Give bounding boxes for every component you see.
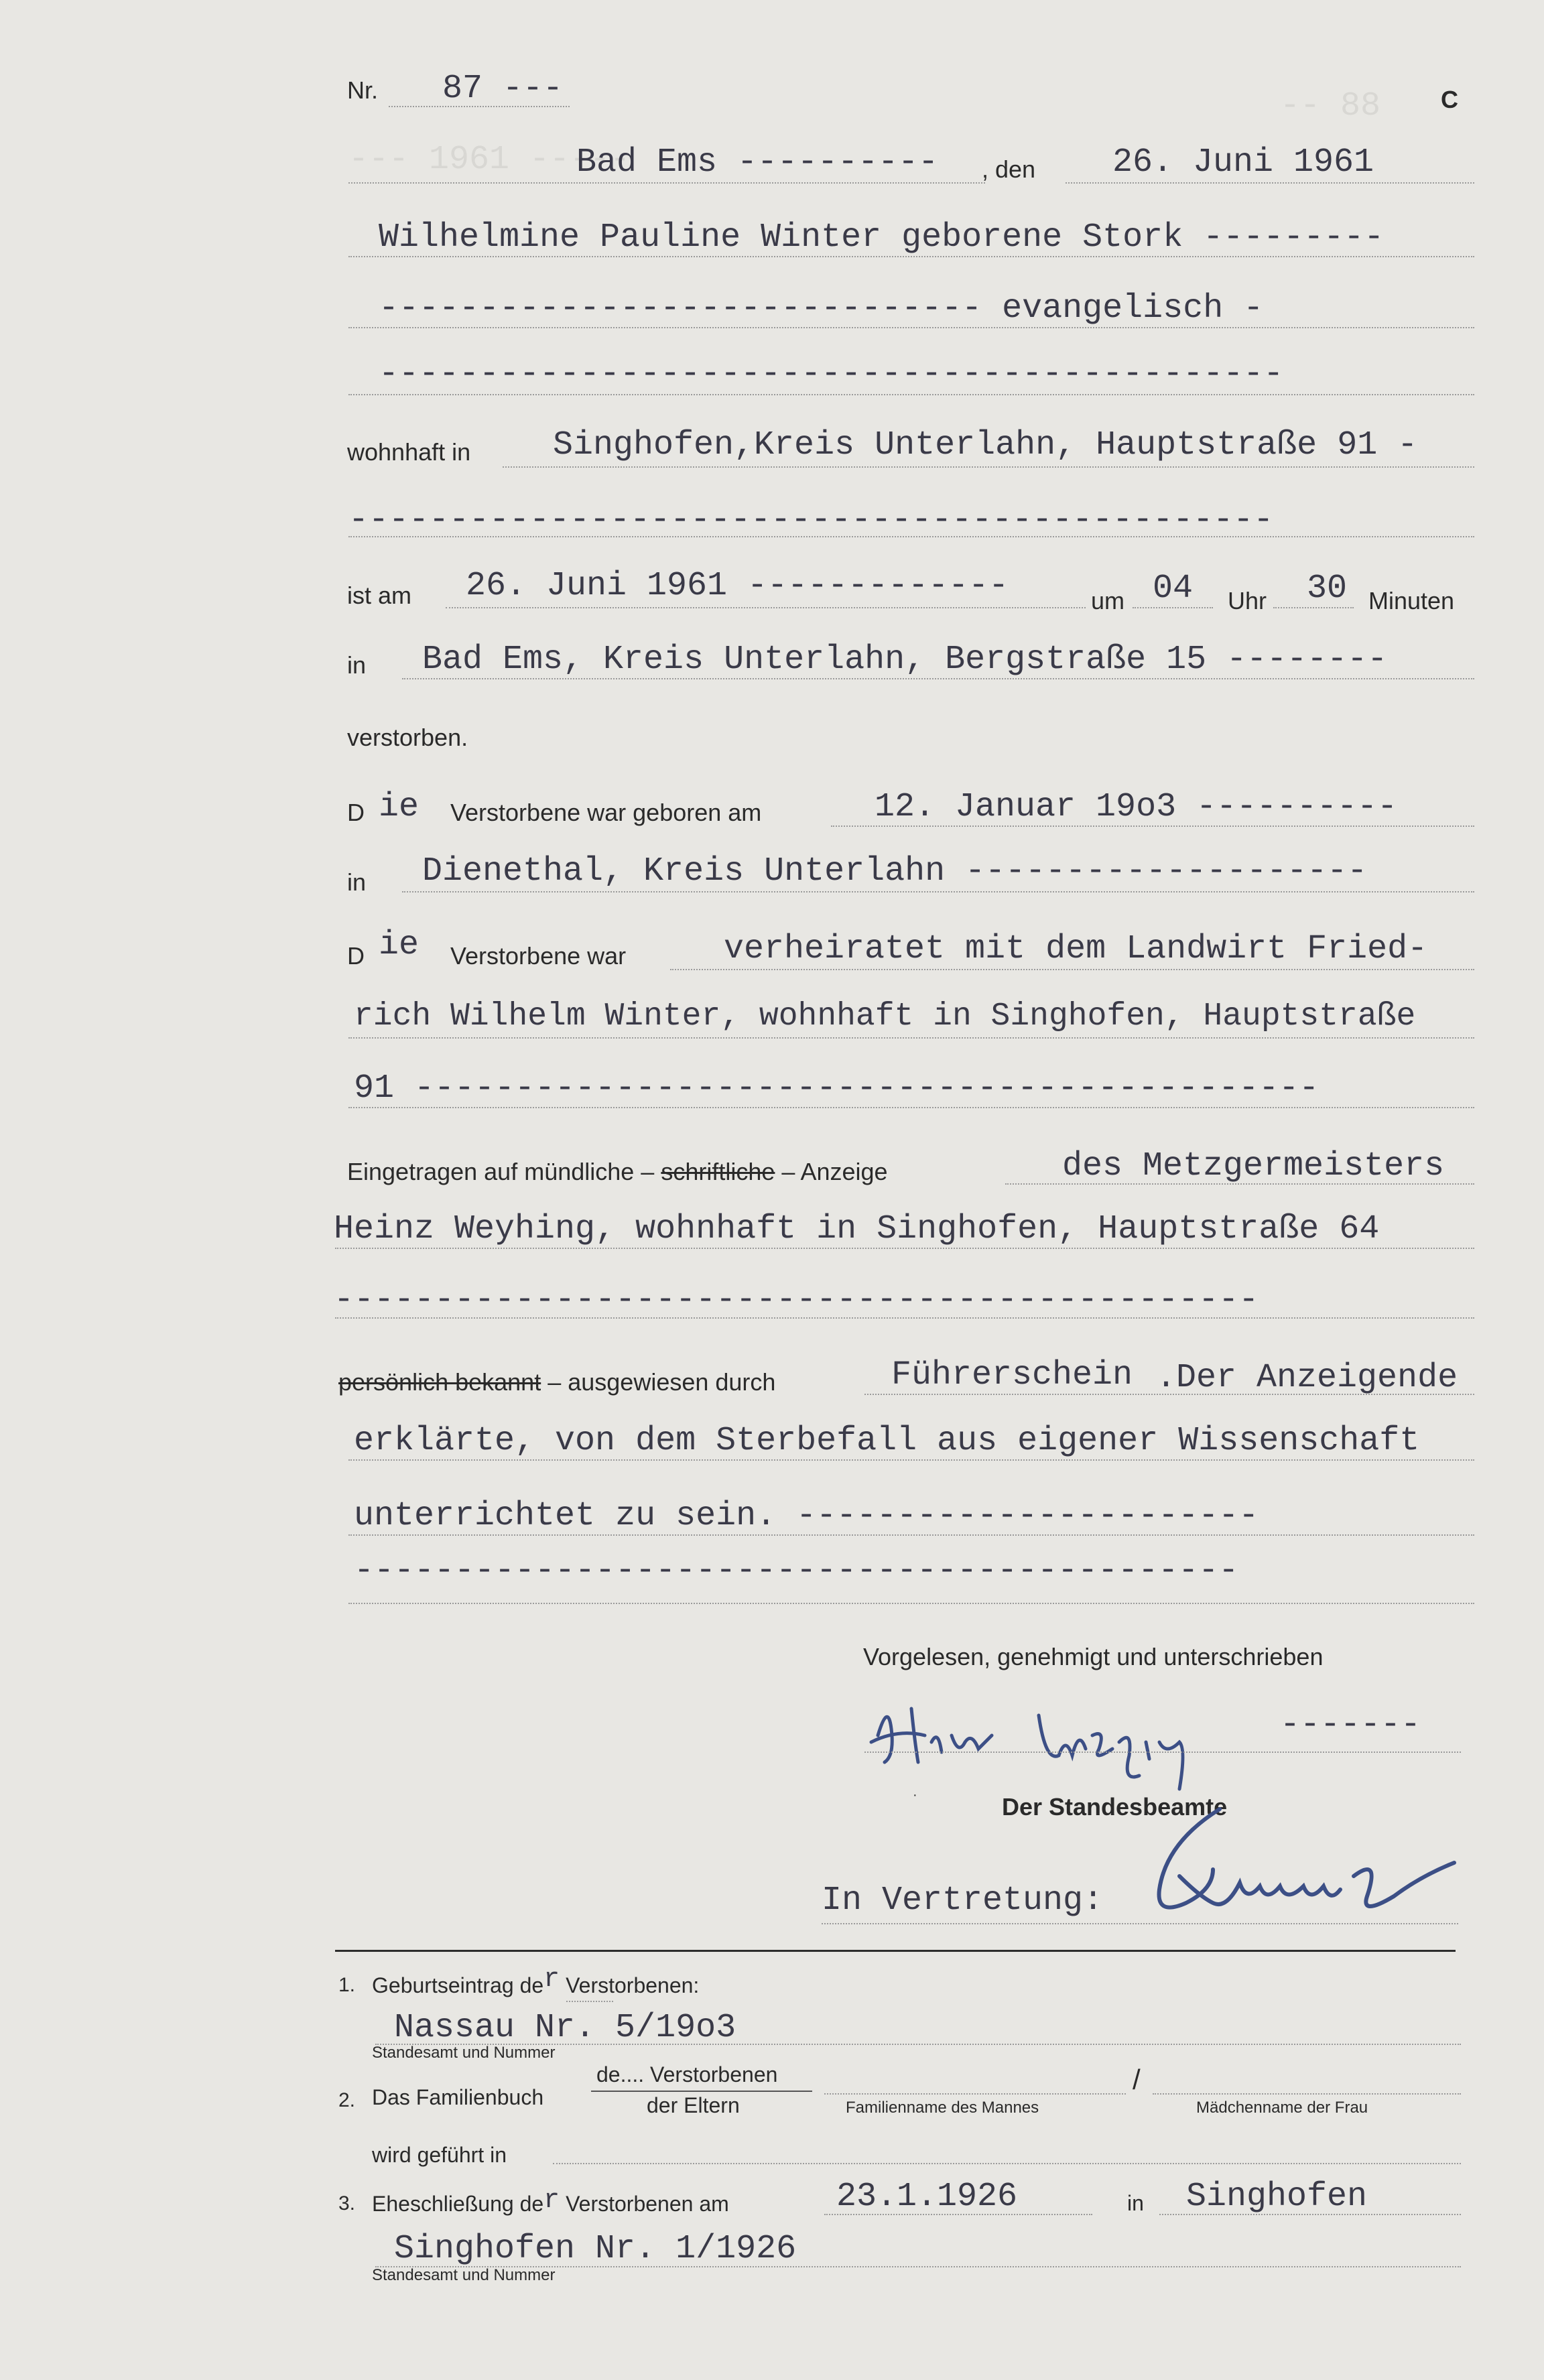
in-label: in — [347, 651, 367, 679]
footnote-1-label — [372, 1965, 700, 2001]
name-dotted-line — [348, 256, 1474, 257]
anzeige-suffix: – Anzeige — [781, 1158, 888, 1185]
footnote-3-date-dotted-line — [824, 2214, 1092, 2215]
dash-filler-2: ---------------------------------------------- — [348, 501, 1274, 539]
marital-dotted-line-1 — [670, 969, 1474, 970]
in-label-birth: in — [347, 868, 367, 896]
footnote-2-dotted-line-a — [824, 2093, 1126, 2095]
d-typed-birth: ie — [379, 788, 420, 826]
reporter-dash-line: ---------------------------------------------- — [334, 1281, 1259, 1319]
official-signature-image — [1139, 1802, 1488, 1936]
marital-dotted-line-2 — [348, 1037, 1474, 1039]
ist-am-label: ist am — [347, 582, 412, 609]
eingetragen-prefix: Eingetragen auf mündliche – — [347, 1158, 655, 1185]
footnote-2-caption-a: Familienname des Mannes — [846, 2099, 1039, 2117]
residence-address: Singhofen,Kreis Unterlahn, Hauptstraße 91 - — [553, 426, 1418, 464]
death-date-dotted-line — [446, 607, 1086, 608]
birth-date: 12. Januar 19o3 ---------- — [875, 788, 1398, 826]
birth-date-dotted-line — [831, 825, 1474, 827]
birth-place-dotted-line — [402, 891, 1474, 892]
form-letter: C — [1441, 86, 1458, 113]
bleed-through-marks: -- 88 — [1280, 87, 1381, 125]
marital-dotted-line-3 — [348, 1107, 1474, 1108]
date-dotted-line — [1066, 182, 1474, 184]
um-label: um — [1091, 587, 1125, 614]
official-signature-dotted-line — [822, 1923, 1458, 1924]
bekannt-struck: persönlich bekannt — [338, 1368, 541, 1396]
footnote-2-fraction-bottom: der Eltern — [647, 2093, 740, 2117]
reporter-signature-dotted-line — [864, 1751, 1461, 1753]
in-vertretung-label: In Vertretung: — [822, 1881, 1104, 1920]
footnote-1-label-a: Geburtseintrag de — [372, 1973, 544, 1997]
dash-dotted-line-1 — [348, 394, 1474, 395]
footnote-3-place-dotted-line — [1159, 2214, 1461, 2215]
footnote-2-fraction-top: de.... Verstorbenen — [596, 2062, 778, 2087]
register-number: 87 --- — [442, 70, 564, 108]
deceased-name: Wilhelmine Pauline Winter geborene Stork --------- — [379, 218, 1385, 257]
footnote-2-wird-dotted-line — [553, 2163, 1461, 2164]
footnote-2-wird: wird geführt in — [372, 2143, 507, 2167]
dot-marker: · — [913, 1788, 917, 1802]
uhr-label: Uhr — [1228, 587, 1267, 614]
reporter-signature-dashes: ------- — [1280, 1706, 1421, 1744]
footnote-1-value: Nassau Nr. 5/19o3 — [394, 2009, 736, 2047]
nr-dotted-line — [389, 106, 570, 107]
identification-dotted-line-4 — [348, 1603, 1474, 1604]
identification-line-1b: .Der Anzeigende — [1156, 1359, 1458, 1397]
bleed-through-marks: --- 1961 ----- — [348, 141, 631, 179]
footnote-2-fraction-line — [591, 2091, 812, 2092]
footnote-3-caption: Standesamt und Nummer — [372, 2266, 556, 2284]
footnote-separator — [335, 1950, 1456, 1952]
den-label: , den — [982, 155, 1036, 183]
d-typed-marital: ie — [379, 926, 420, 964]
marital-status-line-3: 91 --------------------------------------------- — [354, 1069, 1320, 1108]
footnote-2-dotted-line-b — [1153, 2093, 1461, 2095]
marital-status-line-1: verheiratet mit dem Landwirt Fried- — [724, 930, 1428, 968]
footnote-3-label-a: Eheschließung de — [372, 2192, 544, 2216]
identification-dotted-line-1 — [864, 1394, 1474, 1395]
dash-dotted-line-2 — [348, 536, 1474, 537]
identification-line-2: erklärte, von dem Sterbefall aus eigener Wissenschaft — [354, 1422, 1420, 1460]
reporter-dotted-line-1 — [1005, 1183, 1474, 1185]
footnote-2-slash: / — [1133, 2064, 1141, 2095]
identification-dotted-line-2 — [348, 1459, 1474, 1461]
identification-dash-line: -------------------------------------------- — [354, 1552, 1239, 1590]
identification-line-3: unterrichtet zu sein. ----------------------- — [354, 1497, 1259, 1535]
registration-date: 26. Juni 1961 — [1112, 143, 1374, 182]
wohnhaft-label: wohnhaft in — [347, 438, 471, 466]
footnote-3-typed: r — [543, 2186, 560, 2216]
footnote-3-in-label: in — [1127, 2191, 1144, 2215]
religion-dotted-line — [348, 327, 1474, 328]
vorgelesen-label: Vorgelesen, genehmigt und unterschrieben — [863, 1643, 1324, 1670]
reporter-line-1: des Metzgermeisters — [1062, 1147, 1445, 1185]
schriftliche-struck: schriftliche — [661, 1158, 775, 1185]
marriage-place: Singhofen — [1186, 2178, 1368, 2216]
footnote-1-caption: Standesamt und Nummer — [372, 2044, 556, 2062]
death-minutes: 30 — [1307, 570, 1348, 608]
death-place-dotted-line — [402, 678, 1474, 679]
d-label-marital: D — [347, 942, 365, 970]
footnote-1-dotted-line — [566, 2001, 613, 2002]
eingetragen-label — [347, 1158, 888, 1186]
minutes-dotted-line — [1273, 607, 1354, 608]
footnote-1-typed: r — [543, 1965, 560, 1995]
reporter-line-2: Heinz Weyhing, wohnhaft in Singhofen, Hauptstraße 64 — [334, 1210, 1380, 1248]
ausgewiesen-label: – ausgewiesen durch — [548, 1368, 776, 1396]
birth-place: Dienethal, Kreis Unterlahn -------------------- — [422, 852, 1368, 890]
verstorben-label: verstorben. — [347, 724, 468, 751]
death-hour: 04 — [1153, 570, 1194, 608]
footnote-3-number: 3. — [338, 2192, 356, 2214]
nr-label: Nr. — [347, 76, 379, 104]
death-place: Bad Ems, Kreis Unterlahn, Bergstraße 15 -------- — [422, 641, 1388, 679]
reporter-dotted-line-3 — [335, 1317, 1474, 1319]
footnote-1-label-b: Verstorbenen: — [566, 1973, 700, 1997]
footnote-1-number: 1. — [338, 1974, 356, 1996]
residence-dotted-line — [503, 466, 1474, 468]
verheiratet-label: Verstorbene war — [450, 942, 627, 970]
footnote-3-value: Singhofen Nr. 1/1926 — [394, 2230, 797, 2268]
identification-dotted-line-3 — [348, 1534, 1474, 1536]
geboren-label: Verstorbene war geboren am — [450, 799, 762, 826]
marital-status-line-2: rich Wilhelm Winter, wohnhaft in Singhofen, Hauptstraße — [354, 998, 1416, 1035]
identification-document: Führerschein — [891, 1356, 1133, 1394]
identification-label — [338, 1368, 775, 1396]
registration-place: Bad Ems ---------- — [576, 143, 939, 182]
footnote-2-caption-b: Mädchenname der Frau — [1196, 2099, 1368, 2117]
footnote-3-label — [372, 2186, 729, 2220]
hour-dotted-line — [1133, 607, 1213, 608]
standesbeamte-label: Der Standesbeamte — [1002, 1793, 1228, 1821]
dash-filler-1: --------------------------------------------- — [379, 355, 1284, 393]
reporter-dotted-line-2 — [335, 1248, 1474, 1249]
death-date: 26. Juni 1961 ------------- — [466, 567, 1009, 605]
religion-line: ------------------------------ evangelisch - — [379, 289, 1264, 328]
footnote-3-label-b: Verstorbenen am — [566, 2192, 729, 2216]
footnote-2-label: Das Familienbuch — [372, 2085, 544, 2109]
minuten-label: Minuten — [1368, 587, 1455, 614]
footnote-2-number: 2. — [338, 2089, 356, 2111]
marriage-date: 23.1.1926 — [836, 2178, 1018, 2216]
d-label-birth: D — [347, 799, 365, 826]
place-dotted-line — [348, 182, 985, 184]
reporter-signature-image — [864, 1689, 1267, 1789]
